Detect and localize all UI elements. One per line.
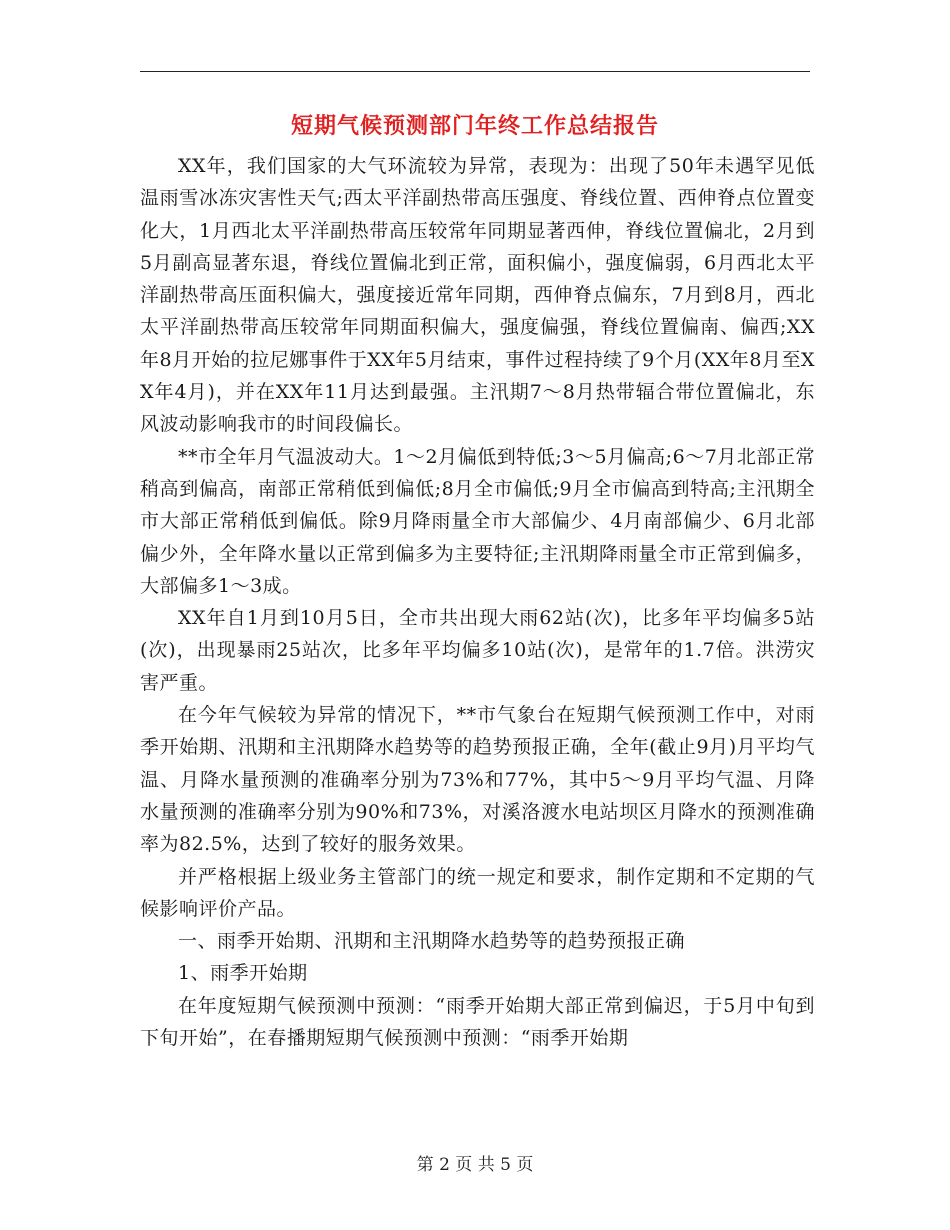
paragraph: 并严格根据上级业务主管部门的统一规定和要求，制作定期和不定期的气候影响评价产品。	[140, 865, 815, 920]
paragraph: XX年自1月到10月5日，全市共出现大雨62站(次)，比多年平均偏多5站(次)，出现暴雨25站次，比多年平均偏多10站(次)，是常年的1.7倍。洪涝灾害严重。	[140, 607, 815, 694]
subsection-heading: 1、雨季开始期	[178, 962, 308, 985]
paragraph: 在今年气候较为异常的情况下，**市气象台在短期气候预测工作中，对雨季开始期、汛期和主汛期降水趋势等的趋势预报正确，全年(截止9月)月平均气温、月降水量预测的准确率分别为73%和77%，其中5～9月平均气温、月降水量预测的准确率分别为90%和73%，对溪洛渡水电站坝区月降水的预测准确率为82.5%，达到了较好的服务效果。	[140, 704, 815, 856]
section-heading: 一、雨季开始期、汛期和主汛期降水趋势等的趋势预报正确	[178, 930, 686, 953]
document-body	[140, 150, 815, 1054]
paragraph: 在年度短期气候预测中预测：“雨季开始期大部正常到偏迟，于5月中旬到下旬开始”，在春播期短期气候预测中预测：“雨季开始期	[140, 994, 815, 1050]
paragraph: **市全年月气温波动大。1～2月偏低到特低;3～5月偏高;6～7月北部正常稍高到偏高，南部正常稍低到偏低;8月全市偏低;9月全市偏高到特高;主汛期全市大部正常稍低到偏低。除9月降雨量全市大部偏少、4月南部偏少、6月北部偏少外，全年降水量以正常到偏多为主要特征;主汛期降雨量全市正常到偏多，大部偏多1～3成。	[140, 445, 815, 597]
header-rule	[140, 71, 810, 72]
paragraph: XX年，我们国家的大气环流较为异常，表现为：出现了50年未遇罕见低温雨雪冰冻灾害性天气;西太平洋副热带高压强度、脊线位置、西伸脊点位置变化大，1月西北太平洋副热带高压较常年同期显著西伸，脊线位置偏北，2月到5月副高显著东退，脊线位置偏北到正常，面积偏小，强度偏弱，6月西北太平洋副热带高压面积偏大，强度接近常年同期，西伸脊点偏东，7月到8月，西北太平洋副热带高压较常年同期面积偏大，强度偏强，脊线位置偏南、偏西;XX年8月开始的拉尼娜事件于XX年5月结束，事件过程持续了9个月(XX年8月至XX年4月)，并在XX年11月达到最强。主汛期7～8月热带辐合带位置偏北，东风波动影响我市的时间段偏长。	[140, 155, 815, 436]
page-number-footer: 第 2 页 共 5 页	[416, 1155, 534, 1175]
document-title: 短期气候预测部门年终工作总结报告	[290, 113, 659, 139]
